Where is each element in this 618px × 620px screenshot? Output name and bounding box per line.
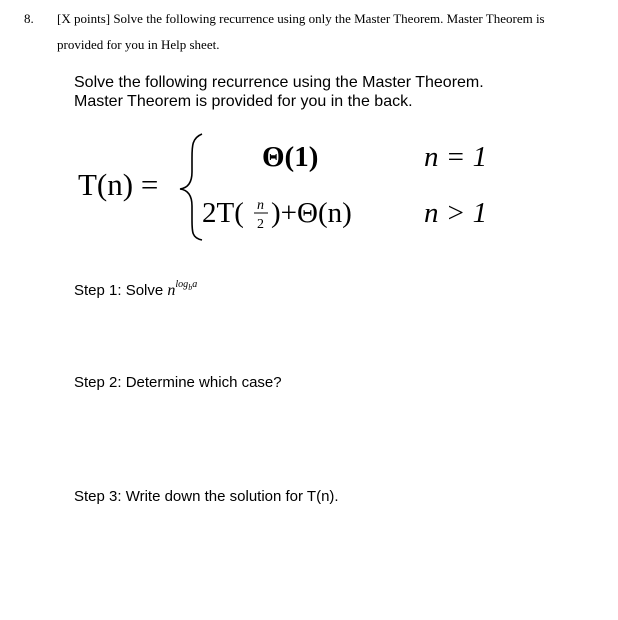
step-1-exponent xyxy=(175,279,197,290)
formula-case1-cond: n = 1 xyxy=(424,141,488,173)
step-1 xyxy=(74,281,197,300)
question-number: 8. xyxy=(24,11,34,26)
step-1-exp-log: log xyxy=(175,279,189,290)
step-1-exp-tail: a xyxy=(192,279,198,290)
intro-line-1: Solve the following recurrence using the Master Theorem. xyxy=(74,74,484,91)
step-3: Step 3: Write down the solution for T(n). xyxy=(74,488,339,505)
formula-case2-frac-den: 2 xyxy=(257,217,264,232)
formula-case2-cond: n > 1 xyxy=(424,197,488,229)
formula-brace xyxy=(180,134,202,240)
formula-case1-expr: Θ(1) xyxy=(262,141,319,173)
formula-case2-frac-num: n xyxy=(257,198,264,213)
intro-text xyxy=(74,73,484,111)
step-1-label: Step 1: Solve xyxy=(74,282,168,299)
question-prompt-line-1: [X points] Solve the following recurrence using only the Master Theorem. Master Theorem is xyxy=(57,11,545,26)
step-1-exp-sub: b xyxy=(188,283,193,292)
intro-line-2: Master Theorem is provided for you in the back. xyxy=(74,93,413,110)
formula-case2-prefix: 2T( xyxy=(202,197,244,229)
formula-case2-suffix: )+Θ(n) xyxy=(271,197,352,229)
recurrence-formula xyxy=(74,132,514,242)
formula-lhs: T(n) = xyxy=(78,167,159,202)
step-1-base: n xyxy=(167,282,176,299)
question-prompt-line-2: provided for you in Help sheet. xyxy=(57,37,220,52)
step-2: Step 2: Determine which case? xyxy=(74,374,282,391)
